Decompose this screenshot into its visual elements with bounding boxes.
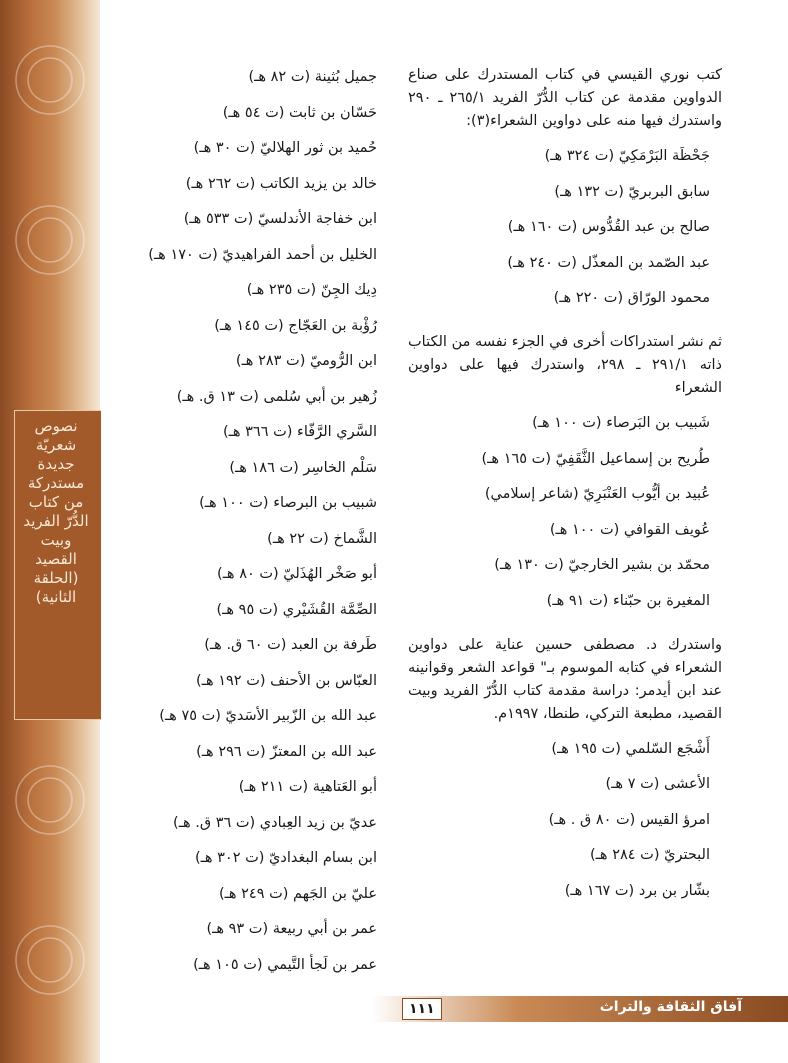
poet-entry: ابن خفاجة الأندلسيّ (ت ٥٣٣ هـ)	[183, 211, 377, 227]
poet-entry: عمر بن أبي ربيعة (ت ٩٣ هـ)	[206, 921, 377, 937]
poet-entry: صالح بن عبد القُدُّوس (ت ١٦٠ هـ)	[507, 219, 710, 235]
poet-entry: البحتريّ (ت ٢٨٤ هـ)	[590, 847, 710, 863]
poet-entry: ابن الرُّوميّ (ت ٢٨٣ هـ)	[235, 353, 377, 369]
poet-entry: عديّ بن زيد العِبادي (ت ٣٦ ق. هـ)	[173, 814, 377, 831]
poet-entry: دِيك الجِنّ (ت ٢٣٥ هـ)	[246, 282, 377, 298]
poet-entry: طَرفة بن العبد (ت ٦٠ ق. هـ)	[204, 637, 377, 653]
poet-entry: محمود الورّاق (ت ٢٢٠ هـ)	[553, 290, 710, 306]
poet-entry: السَّري الرَّفّاء (ت ٣٦٦ هـ)	[222, 424, 377, 440]
poet-entry: الشَّماخ (ت ٢٢ هـ)	[267, 530, 377, 547]
poet-entry: المغيرة بن حبّناء (ت ٩١ هـ)	[546, 592, 710, 609]
poet-entry: حَسّان بن ثابت (ت ٥٤ هـ)	[222, 104, 377, 121]
poet-entry: سَلْم الخاسِر (ت ١٨٦ هـ)	[229, 459, 377, 476]
section-title-line: شعريّة	[35, 436, 77, 454]
section-title-line: جديدة	[37, 455, 75, 473]
poet-entry: عُويف القوافي (ت ١٠٠ هـ)	[549, 521, 710, 538]
poet-entry: عُبيد بن أيُّوب العَنْبَرِيّ (شاعر إسلامي)	[484, 486, 710, 502]
journal-title: آفاق الثقافة والتراث	[599, 999, 742, 1015]
poet-entry: الأعشى (ت ٧ هـ)	[605, 776, 710, 792]
poet-entry: الصِّمَّة القُشَيْري (ت ٩٥ هـ)	[216, 601, 377, 618]
poets-list-left	[115, 60, 377, 983]
poet-entry: عمر بن لَجأ التَّيمي (ت ١٠٥ هـ)	[193, 956, 377, 973]
poet-entry: حُميد بن ثور الهلاليّ (ت ٣٠ هـ)	[193, 140, 377, 156]
article-body-right	[408, 60, 746, 909]
section-title-line: من كتاب	[28, 493, 84, 511]
poet-entry: جَحْظَة البَرْمَكِيّ (ت ٣٢٤ هـ)	[544, 148, 710, 164]
poet-entry: بشّار بن برد (ت ١٦٧ هـ)	[564, 882, 710, 899]
poet-entry: رُؤْبة بن العَجّاج (ت ١٤٥ هـ)	[214, 317, 377, 334]
section-title-line: القصيد	[35, 550, 77, 568]
poet-entry: امرؤ القيس (ت ٨٠ ق . هـ)	[548, 811, 710, 828]
section-title-line: الثانية)	[35, 588, 77, 606]
poet-entry: محمّد بن بشير الخارجيّ (ت ١٣٠ هـ)	[494, 557, 710, 573]
section-title-line: نصوص	[34, 417, 78, 435]
poet-entry: خالد بن يزيد الكاتب (ت ٢٦٢ هـ)	[185, 175, 377, 192]
poet-entry: طُريح بن إسماعيل الثَّقَفِيّ (ت ١٦٥ هـ)	[481, 450, 710, 467]
poet-entry: أَشْجَع السّلمي (ت ١٩٥ هـ)	[551, 740, 710, 757]
intro-paragraph: كتب نوري القيسي في كتاب المستدرك على صناع الدواوين مقدمة عن كتاب الدُّرّ الفريد ٢٦٥/١ ـ ٢٩٠ واستدرك فيها منه على دواوين الشعراء(٣):	[408, 67, 722, 129]
section-title	[15, 417, 97, 607]
poets-list-2	[408, 406, 746, 619]
poet-entry: عبد الصّمد بن المعذّل (ت ٢٤٠ هـ)	[507, 254, 710, 271]
section-title-line: (الحلقة	[33, 569, 79, 587]
poet-entry: شَبيب بن البَرصاء (ت ١٠٠ هـ)	[532, 415, 710, 431]
second-paragraph: ثم نشر استدراكات أخرى في الجزء نفسه من الكتاب ذاته ٢٩١/١ ـ ٢٩٨، واستدرك فيها على دواوين الشعراء	[408, 334, 723, 396]
poet-entry: عليّ بن الجَهم (ت ٢٤٩ هـ)	[218, 885, 377, 902]
poet-entry: ابن بسام البغداديّ (ت ٣٠٢ هـ)	[194, 850, 377, 866]
poet-entry: سابق البربريّ (ت ١٣٢ هـ)	[554, 183, 710, 200]
poet-entry: أبو العَتاهية (ت ٢١١ هـ)	[238, 779, 377, 795]
section-title-line: مستدركة	[27, 474, 85, 492]
poet-entry: أبو صَخْر الهُذَليّ (ت ٨٠ هـ)	[217, 566, 377, 582]
poets-list-1	[408, 139, 746, 317]
section-title-line: الدُّرّ الفريد	[23, 512, 89, 530]
page-number: ١١١	[402, 998, 442, 1020]
poet-entry: الخليل بن أحمد الفراهيديّ (ت ١٧٠ هـ)	[148, 246, 377, 263]
section-title-panel	[14, 410, 101, 720]
third-paragraph: واستدرك د. مصطفى حسين عناية على دواوين الشعراء في كتابه الموسوم بـ" قواعد الشعر وقوانينه عند ابن أيدمر: دراسة مقدمة كتاب الدُّرّ الفريد وبيت القصيد، مطبعة التركي، طنطا، ١٩٩٧م.	[408, 636, 722, 722]
poet-entry: عبد الله بن المعتزّ (ت ٢٩٦ هـ)	[196, 743, 377, 760]
poet-entry: شبيب بن البرصاء (ت ١٠٠ هـ)	[199, 495, 377, 511]
poets-list-3	[408, 732, 746, 910]
page-footer	[372, 996, 788, 1022]
poet-entry: عبد الله بن الزّبير الأسَديّ (ت ٧٥ هـ)	[159, 708, 377, 724]
poet-entry: زُهير بن أبي سُلمى (ت ١٣ ق. هـ)	[176, 388, 377, 405]
poet-entry: العبّاس بن الأحنف (ت ١٩٢ هـ)	[196, 672, 377, 689]
poet-entry: جميل بُثينة (ت ٨٢ هـ)	[248, 69, 377, 85]
section-title-line: وبيت	[40, 531, 72, 549]
